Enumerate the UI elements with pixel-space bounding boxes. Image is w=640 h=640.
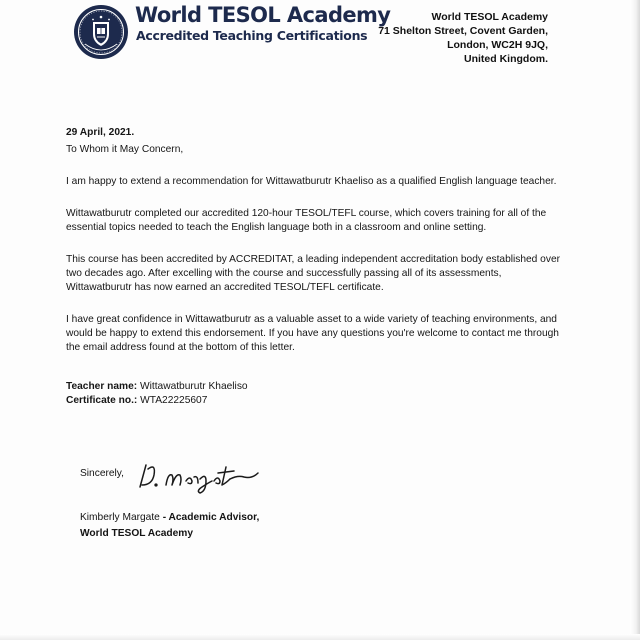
signer-title: - Academic Advisor,	[162, 512, 260, 523]
teacher-details	[66, 380, 566, 408]
address-line: London, WC2H 9JQ,	[447, 39, 548, 51]
academy-seal-icon	[73, 4, 129, 60]
certificate-value: WTA22225607	[140, 395, 208, 406]
signer-name: Kimberly Margate	[80, 512, 160, 523]
signer-organization: World TESOL Academy	[80, 528, 194, 539]
letter-body	[66, 126, 566, 408]
teacher-name-value: Wittawatburutr Khaeliso	[140, 381, 248, 392]
paragraph: Wittawatburutr completed our accredited 120-hour TESOL/TEFL course, which covers training for all of the essential topics needed to teach the English language both in a classroom and online setting.	[66, 208, 547, 233]
address-line: United Kingdom.	[464, 53, 548, 65]
letter-date: 29 April, 2021.	[66, 127, 135, 138]
brand-subtitle: Accredited Teaching Certifications	[136, 28, 368, 43]
address-block	[378, 10, 548, 66]
certificate-label: Certificate no.:	[66, 395, 138, 406]
handwritten-signature-icon	[134, 455, 264, 497]
certificate-row	[66, 394, 566, 408]
salutation: To Whom it May Concern,	[66, 144, 184, 155]
address-line: World TESOL Academy	[431, 11, 548, 23]
teacher-name-label: Teacher name:	[66, 381, 138, 392]
page-edge-shadow	[630, 0, 640, 640]
teacher-name-row	[66, 380, 566, 394]
page-edge-shadow	[0, 634, 640, 640]
brand-title: World TESOL Academy	[135, 3, 391, 27]
signoff: Sincerely,	[80, 468, 124, 479]
signer-block	[80, 510, 259, 542]
paragraph: This course has been accredited by ACCREDITAT, a leading independent accreditation body established over two decades ago. After excelling with the course and successfully passing all of its assessments, Wittawatburutr has now earned an accredited TESOL/TEFL certificate.	[66, 254, 561, 293]
address-line: 71 Shelton Street, Covent Garden,	[378, 25, 548, 37]
paragraph: I am happy to extend a recommendation for Wittawatburutr Khaeliso as a qualified English language teacher.	[66, 176, 557, 187]
signer-line	[80, 510, 259, 526]
paragraph: I have great confidence in Wittawatburutr as a valuable asset to a wide variety of teaching environments, and would be happy to extend this endorsement. If you have any questions you're welcome to contact me through the email address found at the bottom of this letter.	[66, 314, 559, 353]
